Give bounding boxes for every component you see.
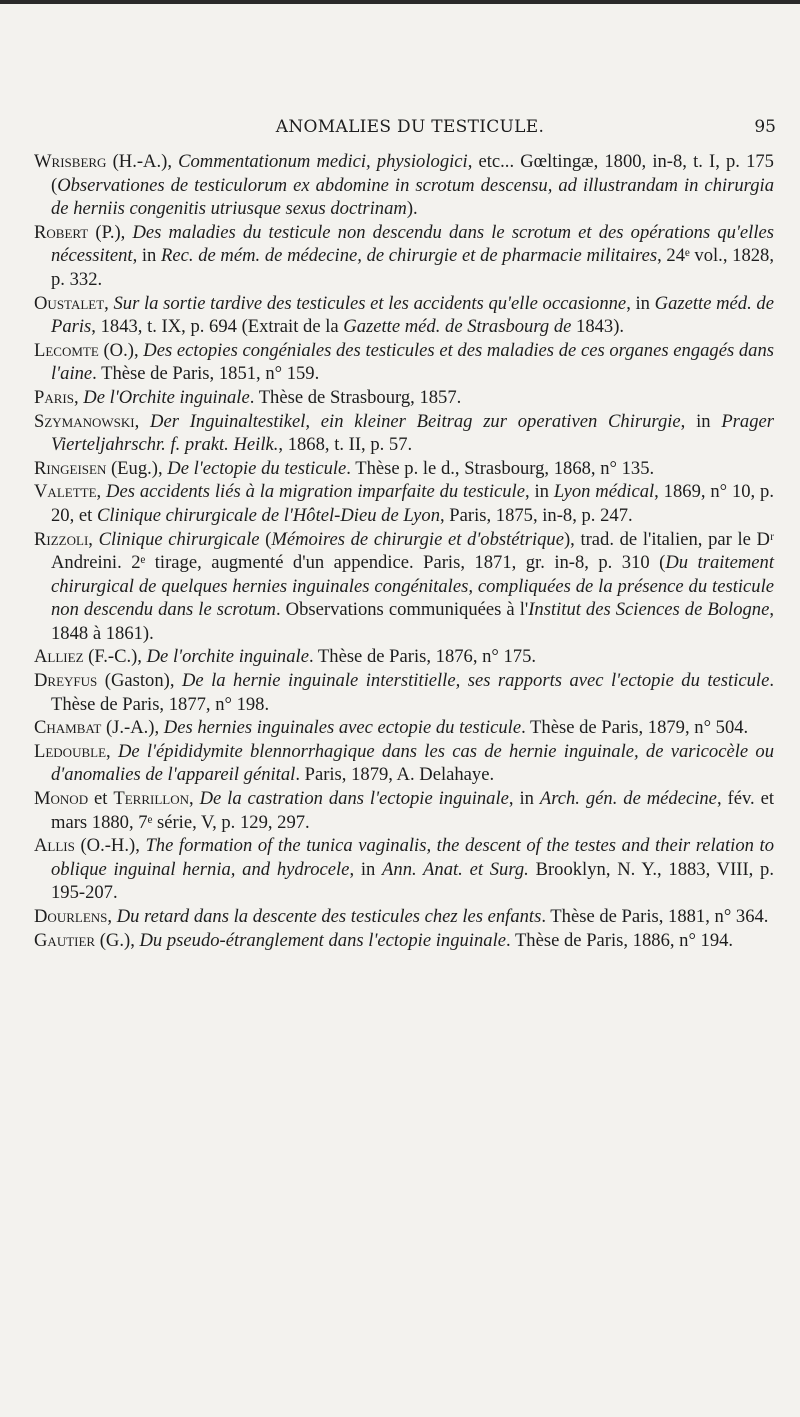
reference-details: (Eug.),: [106, 457, 168, 479]
reference-details: ,: [96, 481, 107, 503]
bibliography-list: [34, 150, 774, 952]
reference-title: Des maladies du testicule non descendu dans le scrotum et des opérations qu'elles nécessitent: [51, 221, 774, 267]
reference-title: Clinique chirurgicale: [98, 528, 260, 550]
reference-entry: [34, 457, 774, 481]
page-number: 95: [754, 117, 776, 137]
reference-author: Chambat: [34, 717, 102, 739]
reference-details: . Thèse de Paris, 1877, n° 198.: [51, 670, 774, 715]
reference-entry: [34, 669, 774, 716]
reference-details: (: [259, 528, 272, 550]
reference-title: Ann. Anat. et Surg.: [382, 858, 529, 880]
reference-author: Allis: [34, 835, 75, 857]
reference-details: , in: [349, 858, 383, 880]
reference-details: , 1843, t. IX, p. 694 (Extrait de la: [91, 316, 344, 338]
reference-details: . Thèse de Paris, 1876, n° 175.: [308, 646, 537, 668]
reference-details: , in: [508, 788, 540, 810]
reference-entry: [34, 905, 774, 929]
reference-author: Lecomte: [34, 339, 99, 361]
reference-title: Der Inguinaltestikel, ein kleiner Beitrag zur operativen Chirurgie: [150, 410, 681, 432]
reference-author: Gautier: [34, 929, 96, 951]
reference-details: , etc... Gœltingæ, 1800, in-8, t. I, p. 175 (: [51, 151, 774, 196]
reference-entry: [34, 386, 774, 410]
reference-author: Wrisberg: [34, 151, 107, 172]
reference-details: (J.-A.),: [101, 717, 164, 739]
reference-entry: [34, 480, 774, 527]
reference-author: Dourlens: [34, 906, 108, 927]
reference-details: (O.-H.),: [74, 835, 146, 857]
reference-details: et: [88, 788, 114, 810]
reference-details: , in: [132, 245, 162, 267]
reference-details: , 1869, n° 10, p. 20, et: [51, 481, 774, 526]
reference-author: Rizzoli: [34, 528, 89, 550]
reference-details: ).: [406, 198, 418, 220]
reference-title: Du retard dans la descente des testicules chez les enfants: [116, 906, 542, 927]
reference-title: Observationes de testiculorum ex abdomine in scrotum descensu, ad illustrandam in chirurgia de herniis congenitis utriusque sexus doctrinam: [51, 174, 774, 220]
reference-author: Robert: [34, 221, 89, 243]
reference-entry: [34, 787, 774, 834]
reference-title: Institut des Sciences de Bologne: [528, 599, 770, 621]
reference-author: Oustalet: [34, 292, 105, 314]
reference-details: ,: [107, 906, 117, 927]
reference-entry: [34, 410, 774, 457]
reference-title: Gazette méd. de Strasbourg de: [343, 316, 572, 338]
reference-details: . Thèse p. le d., Strasbourg, 1868, n° 135.: [346, 457, 655, 479]
reference-title: Mémoires de chirurgie et d'obstétrique: [271, 528, 564, 550]
reference-details: . Thèse de Paris, 1886, n° 194.: [505, 929, 734, 951]
reference-title: Du pseudo-étranglement dans l'ectopie inguinale: [139, 929, 506, 951]
reference-details: (O.),: [98, 339, 144, 361]
reference-entry: [34, 150, 774, 221]
reference-title: Rec. de mém. de médecine, de chirurgie et de pharmacie militaires: [161, 245, 658, 267]
reference-entry: [34, 740, 774, 787]
reference-author: Monod: [34, 788, 89, 810]
reference-details: (H.-A.),: [106, 151, 179, 172]
reference-details: , in: [626, 292, 655, 314]
reference-author: Terrillon: [113, 788, 189, 810]
reference-author: Paris: [34, 386, 74, 408]
reference-entry: [34, 528, 774, 646]
reference-title: Clinique chirurgicale de l'Hôtel-Dieu de Lyon: [96, 504, 440, 526]
reference-details: ,: [73, 386, 84, 408]
reference-title: Prager Vierteljahrschr. f. prakt. Heilk.: [51, 410, 774, 456]
reference-title: De l'épididymite blennorrhagique dans les cas de hernie inguinale, de varicocèle ou d'anomalies de l'appareil génital: [51, 740, 774, 786]
reference-title: Gazette méd. de Paris: [51, 292, 774, 338]
reference-title: Des accidents liés à la migration imparfaite du testicule: [106, 481, 525, 503]
reference-title: Sur la sortie tardive des testicules et les accidents qu'elle occasionne: [113, 292, 627, 314]
reference-details: Brooklyn, N. Y., 1883, VIII, p. 195-207.: [51, 858, 775, 904]
reference-details: , 24ᵉ vol., 1828, p. 332.: [51, 245, 774, 290]
reference-entry: [34, 929, 774, 953]
reference-details: (G.),: [95, 929, 140, 951]
reference-title: De l'ectopie du testicule: [167, 457, 347, 479]
page-header: [40, 117, 800, 139]
reference-title: Arch. gén. de médecine: [539, 788, 717, 810]
reference-entry: [34, 716, 774, 740]
reference-title: The formation of the tunica vaginalis, the descent of the testes and their relation to oblique inguinal hernia, and hydrocele: [51, 835, 774, 880]
reference-title: Du traitement chirurgical de quelques hernies inguinales congénitales, compliquées de la présence du testicule non descendu dans le scrotum: [51, 552, 774, 621]
reference-author: Alliez: [34, 646, 84, 668]
reference-title: De la castration dans l'ectopie inguinale: [199, 788, 509, 810]
reference-title: Lyon médical: [553, 481, 655, 503]
reference-title: Commentationum medici, physiologici: [178, 151, 468, 172]
reference-title: De l'orchite inguinale: [146, 646, 309, 668]
reference-details: , 1868, t. II, p. 57.: [278, 434, 413, 456]
reference-details: , 1848 à 1861).: [51, 599, 774, 644]
reference-author: Valette: [34, 481, 97, 503]
reference-details: . Thèse de Paris, 1851, n° 159.: [92, 363, 320, 385]
reference-details: (Gaston),: [97, 670, 182, 692]
reference-entry: [34, 645, 774, 669]
reference-details: . Thèse de Strasbourg, 1857.: [249, 386, 462, 408]
reference-details: . Thèse de Paris, 1881, n° 364.: [541, 906, 769, 927]
reference-details: ,: [88, 528, 99, 550]
reference-details: , in: [680, 410, 722, 432]
reference-details: . Paris, 1879, A. Delahaye.: [295, 764, 495, 786]
reference-details: ,: [104, 292, 114, 314]
reference-author: Ledouble: [34, 740, 107, 762]
running-head: ANOMALIES DU TESTICULE.: [275, 117, 545, 137]
reference-author: Dreyfus: [34, 670, 98, 692]
reference-details: ), trad. de l'italien, par le Dʳ Andreini. 2ᵉ tirage, augmenté d'un appendice. Paris, 1871, gr. in-8, p. 310 (: [51, 528, 774, 574]
reference-details: ,: [188, 788, 200, 810]
reference-entry: [34, 221, 774, 292]
reference-details: (F.-C.),: [83, 646, 147, 668]
reference-entry: [34, 834, 774, 905]
reference-details: . Observations communiquées à l': [275, 599, 529, 621]
reference-title: Des hernies inguinales avec ectopie du testicule: [163, 717, 522, 739]
reference-details: (P.),: [88, 221, 133, 243]
reference-details: , Paris, 1875, in-8, p. 247.: [440, 504, 633, 526]
reference-author: Ringeisen: [34, 457, 107, 479]
reference-details: 1843).: [571, 316, 625, 338]
reference-title: De l'Orchite inguinale: [83, 386, 250, 408]
reference-details: , in: [524, 481, 554, 503]
reference-title: Des ectopies congéniales des testicules et des maladies de ces organes engagés dans l'aine: [51, 339, 775, 385]
reference-author: Szymanowski: [34, 410, 135, 432]
reference-entry: [34, 339, 774, 386]
reference-details: ,: [106, 740, 118, 762]
reference-entry: [34, 292, 774, 339]
top-edge-rule: [0, 0, 800, 4]
reference-title: De la hernie inguinale interstitielle, ses rapports avec l'ectopie du testicule: [181, 670, 770, 692]
reference-details: ,: [134, 410, 151, 432]
reference-details: . Thèse de Paris, 1879, n° 504.: [521, 717, 749, 739]
reference-details: , fév. et mars 1880, 7ᵉ série, V, p. 129, 297.: [51, 788, 775, 833]
